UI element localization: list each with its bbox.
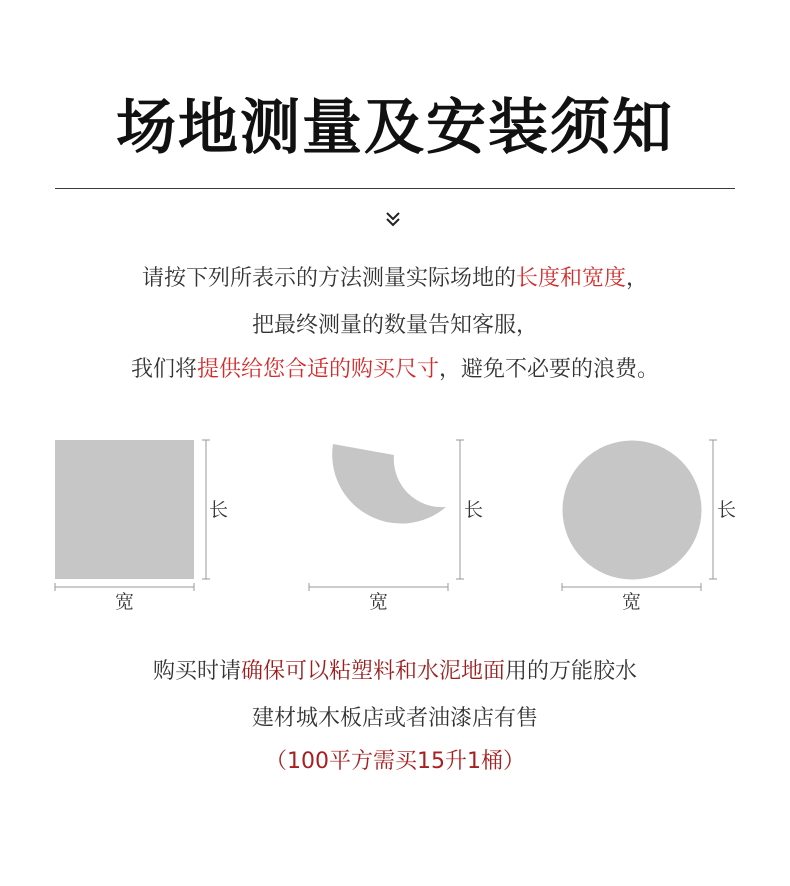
glue-line-1-text: 购买时请 bbox=[152, 659, 241, 684]
glue-line-2: 建材城木板店或者油漆店有售 bbox=[251, 706, 538, 731]
circle-shape-group bbox=[562, 440, 717, 591]
square-shape bbox=[55, 440, 194, 579]
cut-circle-length-label: 长 bbox=[464, 499, 484, 521]
circle-length-label: 长 bbox=[717, 499, 737, 521]
square-length-label: 长 bbox=[209, 499, 229, 521]
intro-line-3-highlight: 提供给您合适的购买尺寸 bbox=[196, 357, 439, 382]
square-shape-group bbox=[55, 440, 210, 591]
cut-circle-shape bbox=[332, 444, 446, 524]
cut-circle-shape-group bbox=[309, 440, 464, 591]
circle-width-label: 宽 bbox=[622, 591, 642, 613]
double-chevron-down-icon bbox=[383, 210, 403, 230]
intro-line-1 bbox=[0, 264, 790, 294]
glue-line-1-end: 用的万能胶水 bbox=[505, 659, 638, 684]
intro-line-1-text: 请按下列所表示的方法测量实际场地的 bbox=[141, 266, 516, 291]
title-divider bbox=[55, 188, 735, 189]
circle-shape bbox=[563, 441, 702, 580]
cut-circle-width-label: 宽 bbox=[369, 591, 389, 613]
intro-line-2: 把最终测量的数量告知客服， bbox=[251, 313, 538, 338]
intro-line-3-end: ，避免不必要的浪费。 bbox=[439, 357, 660, 382]
intro-line-3 bbox=[0, 355, 790, 385]
intro-line-3-text: 我们将 bbox=[130, 357, 197, 382]
intro-line-1-highlight: 长度和宽度 bbox=[515, 266, 626, 291]
page-title: 场地测量及安装须知 bbox=[116, 93, 674, 163]
intro-line-1-end: ， bbox=[626, 266, 649, 291]
square-width-label: 宽 bbox=[115, 591, 135, 613]
glue-line-1-highlight: 确保可以粘塑料和水泥地面 bbox=[240, 659, 505, 684]
glue-quantity-note: （100平方需买15升1桶） bbox=[265, 749, 525, 774]
glue-line-1 bbox=[0, 657, 790, 687]
